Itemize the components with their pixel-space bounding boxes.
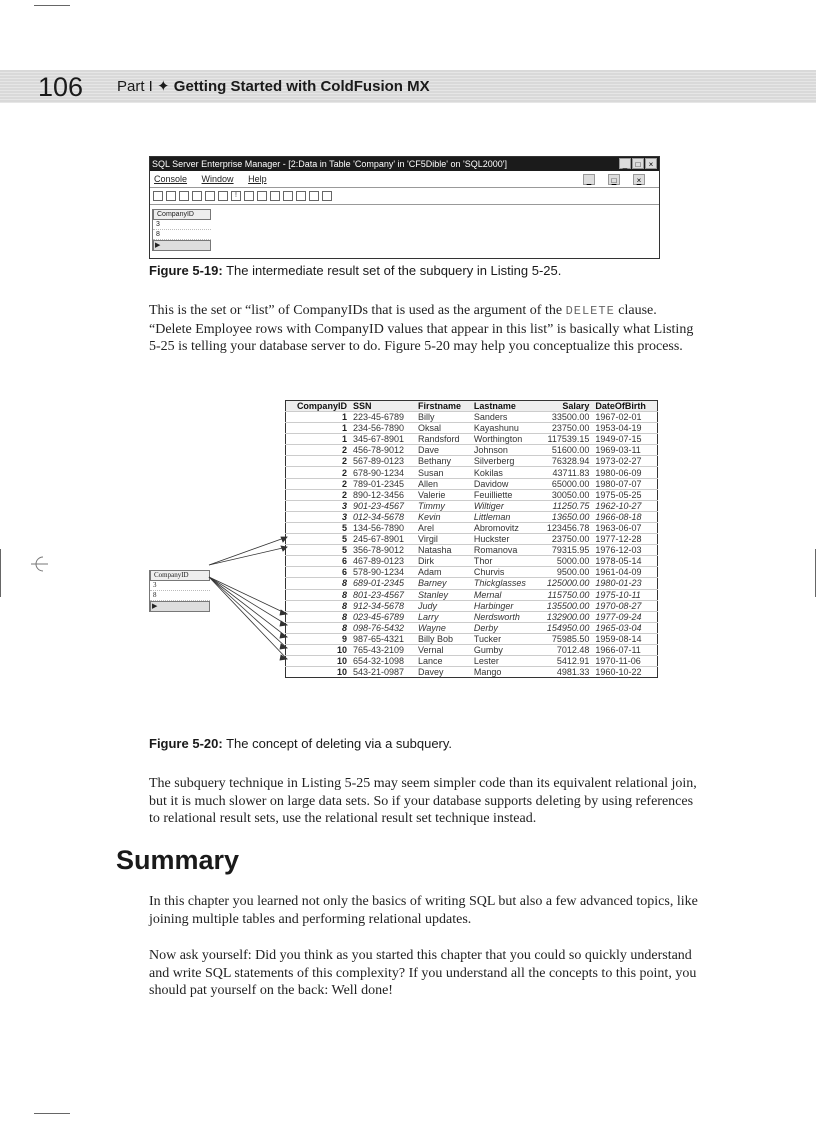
cell-last: Gumby bbox=[471, 644, 537, 655]
cell-first: Susan bbox=[415, 467, 471, 478]
cell-cid: 2 bbox=[286, 489, 350, 500]
table-row bbox=[286, 611, 658, 622]
connector-line bbox=[209, 547, 287, 565]
cell-ssn: 456-78-9012 bbox=[350, 445, 415, 456]
cell-last: Thickglasses bbox=[471, 578, 537, 589]
cell-last: Worthington bbox=[471, 434, 537, 445]
cell-last: Mernal bbox=[471, 589, 537, 600]
cell-salary: 65000.00 bbox=[537, 478, 592, 489]
cell-cid: 8 bbox=[286, 611, 350, 622]
connector-line bbox=[209, 577, 287, 637]
cell-cid: 1 bbox=[286, 434, 350, 445]
caption-label: Figure 5-19: bbox=[149, 263, 223, 278]
cell-salary: 154950.00 bbox=[537, 622, 592, 633]
cell-last: Littleman bbox=[471, 511, 537, 522]
menu-window[interactable]: Window bbox=[201, 174, 234, 184]
cell-cid: 5 bbox=[286, 522, 350, 533]
cell-dob: 1975-10-11 bbox=[592, 589, 657, 600]
cell-ssn: 245-67-8901 bbox=[350, 534, 415, 545]
cell-last: Johnson bbox=[471, 445, 537, 456]
cell-ssn: 012-34-5678 bbox=[350, 511, 415, 522]
col-companyid: CompanyID bbox=[286, 401, 350, 412]
cell-first: Randsford bbox=[415, 434, 471, 445]
grid-row: 3 bbox=[150, 581, 210, 591]
cell-ssn: 890-12-3456 bbox=[350, 489, 415, 500]
cell-first: Oksal bbox=[415, 423, 471, 434]
cell-cid: 3 bbox=[286, 500, 350, 511]
cell-first: Stanley bbox=[415, 589, 471, 600]
cell-ssn: 789-01-2345 bbox=[350, 478, 415, 489]
minimize-icon[interactable]: _ bbox=[619, 158, 631, 169]
cell-ssn: 678-90-1234 bbox=[350, 467, 415, 478]
cell-salary: 13650.00 bbox=[537, 511, 592, 522]
cell-cid: 8 bbox=[286, 600, 350, 611]
table-row bbox=[286, 633, 658, 644]
cell-cid: 8 bbox=[286, 578, 350, 589]
cell-first: Barney bbox=[415, 578, 471, 589]
col-salary: Salary bbox=[537, 401, 592, 412]
body-paragraph: The subquery technique in Listing 5-25 may seem simpler code than its equivalent relational join, but it is much slower on large data sets. So if your database supports deleting by using references to relational result sets, use the relational result set technique instead. bbox=[149, 776, 697, 826]
cell-cid: 6 bbox=[286, 556, 350, 567]
cell-dob: 1965-03-04 bbox=[592, 622, 657, 633]
cell-dob: 1949-07-15 bbox=[592, 434, 657, 445]
cell-ssn: 223-45-6789 bbox=[350, 412, 415, 423]
cell-first: Billy bbox=[415, 412, 471, 423]
table-row bbox=[286, 500, 658, 511]
cell-ssn: 098-76-5432 bbox=[350, 622, 415, 633]
cell-cid: 1 bbox=[286, 423, 350, 434]
connector-line bbox=[209, 537, 287, 565]
cell-salary: 75985.50 bbox=[537, 633, 592, 644]
cell-dob: 1966-08-18 bbox=[592, 511, 657, 522]
cell-cid: 3 bbox=[286, 511, 350, 522]
cell-salary: 123456.78 bbox=[537, 522, 592, 533]
table-row bbox=[286, 445, 658, 456]
cell-last: Silverberg bbox=[471, 456, 537, 467]
menu-help[interactable]: Help bbox=[248, 174, 267, 184]
cell-dob: 1977-12-28 bbox=[592, 534, 657, 545]
table-row bbox=[286, 567, 658, 578]
cell-first: Virgil bbox=[415, 534, 471, 545]
table-row bbox=[286, 412, 658, 423]
cell-cid: 2 bbox=[286, 478, 350, 489]
cell-first: Wayne bbox=[415, 622, 471, 633]
cell-ssn: 987-65-4321 bbox=[350, 633, 415, 644]
table-header-row bbox=[286, 401, 658, 412]
cell-first: Billy Bob bbox=[415, 633, 471, 644]
cell-last: Wiltiger bbox=[471, 500, 537, 511]
run-icon[interactable]: ! bbox=[231, 191, 241, 201]
body-paragraph: In this chapter you learned not only the basics of writing SQL but also a few advanced topics, like joining multiple tables and performing relational updates. bbox=[149, 894, 698, 927]
cell-ssn: 356-78-9012 bbox=[350, 545, 415, 556]
cell-first: Timmy bbox=[415, 500, 471, 511]
figure-caption bbox=[149, 736, 452, 751]
table-row bbox=[286, 578, 658, 589]
table-row bbox=[286, 534, 658, 545]
cell-salary: 5412.91 bbox=[537, 656, 592, 667]
table-row bbox=[286, 467, 658, 478]
table-row bbox=[286, 522, 658, 533]
cell-first: Lance bbox=[415, 656, 471, 667]
cell-salary: 76328.94 bbox=[537, 456, 592, 467]
cell-last: Kayashunu bbox=[471, 423, 537, 434]
cell-dob: 1962-10-27 bbox=[592, 500, 657, 511]
cell-salary: 125000.00 bbox=[537, 578, 592, 589]
cell-dob: 1960-10-22 bbox=[592, 667, 657, 678]
table-row bbox=[286, 589, 658, 600]
grid-header: CompanyID bbox=[150, 570, 210, 581]
grid-row[interactable]: 3 bbox=[153, 220, 211, 230]
caption-text: The intermediate result set of the subquery in Listing 5-25. bbox=[226, 263, 562, 278]
code-run: DELETE bbox=[565, 304, 615, 318]
cell-ssn: 578-90-1234 bbox=[350, 567, 415, 578]
table-row bbox=[286, 456, 658, 467]
table-row bbox=[286, 545, 658, 556]
cell-first: Allen bbox=[415, 478, 471, 489]
grid-row[interactable]: 8 bbox=[153, 230, 211, 240]
table-row bbox=[286, 644, 658, 655]
cell-ssn: 689-01-2345 bbox=[350, 578, 415, 589]
new-row-arrow-icon[interactable]: ▶ bbox=[153, 240, 211, 251]
table-row bbox=[286, 511, 658, 522]
cell-last: Thor bbox=[471, 556, 537, 567]
maximize-icon[interactable]: □ bbox=[632, 158, 644, 169]
cell-cid: 8 bbox=[286, 589, 350, 600]
cell-first: Vernal bbox=[415, 644, 471, 655]
cell-dob: 1970-11-06 bbox=[592, 656, 657, 667]
cell-salary: 23750.00 bbox=[537, 423, 592, 434]
cell-dob: 1977-09-24 bbox=[592, 611, 657, 622]
cell-first: Dirk bbox=[415, 556, 471, 567]
menu-console[interactable]: Console bbox=[154, 174, 188, 184]
cell-ssn: 345-67-8901 bbox=[350, 434, 415, 445]
cell-first: Judy bbox=[415, 600, 471, 611]
col-firstname: Firstname bbox=[415, 401, 471, 412]
body-paragraph: Now ask yourself: Did you think as you started this chapter that you could so quickly understand and write SQL statements of this complexity? If you understand all the concepts to this point, you should pat yourself on the back: Well done! bbox=[149, 948, 697, 998]
cell-ssn: 467-89-0123 bbox=[350, 556, 415, 567]
cell-cid: 1 bbox=[286, 412, 350, 423]
cell-cid: 10 bbox=[286, 667, 350, 678]
cell-last: Tucker bbox=[471, 633, 537, 644]
cell-cid: 2 bbox=[286, 456, 350, 467]
cell-first: Larry bbox=[415, 611, 471, 622]
table-row bbox=[286, 489, 658, 500]
cell-last: Mango bbox=[471, 667, 537, 678]
section-heading: Summary bbox=[116, 845, 240, 875]
text-run: clause. “Delete Employee rows with CompanyID values that appear in this list” is basically what Listing 5-25 is telling your database server to do. Figure 5-20 may help you conceptualize this process. bbox=[149, 303, 694, 354]
cell-dob: 1980-01-23 bbox=[592, 578, 657, 589]
cell-last: Lester bbox=[471, 656, 537, 667]
cell-dob: 1963-06-07 bbox=[592, 522, 657, 533]
cell-salary: 51600.00 bbox=[537, 445, 592, 456]
new-row-arrow-icon: ▶ bbox=[150, 601, 210, 612]
cell-first: Davey bbox=[415, 667, 471, 678]
cell-salary: 9500.00 bbox=[537, 567, 592, 578]
cell-cid: 10 bbox=[286, 644, 350, 655]
cell-ssn: 801-23-4567 bbox=[350, 589, 415, 600]
cell-cid: 9 bbox=[286, 633, 350, 644]
separator-icon: ✦ bbox=[157, 78, 170, 95]
table-row bbox=[286, 656, 658, 667]
cell-dob: 1980-07-07 bbox=[592, 478, 657, 489]
cell-first: Arel bbox=[415, 522, 471, 533]
table-row bbox=[286, 423, 658, 434]
cell-last: Davidow bbox=[471, 478, 537, 489]
cell-ssn: 134-56-7890 bbox=[350, 522, 415, 533]
cell-ssn: 765-43-2109 bbox=[350, 644, 415, 655]
restore-icon[interactable]: □ bbox=[608, 174, 620, 185]
close-icon[interactable]: × bbox=[645, 158, 657, 169]
cell-last: Sanders bbox=[471, 412, 537, 423]
text-run: This is the set or “list” of CompanyIDs that is used as the argument of the bbox=[149, 303, 566, 318]
cell-last: Nerdsworth bbox=[471, 611, 537, 622]
cell-dob: 1975-05-25 bbox=[592, 489, 657, 500]
cell-salary: 115750.00 bbox=[537, 589, 592, 600]
cell-dob: 1967-02-01 bbox=[592, 412, 657, 423]
cell-cid: 6 bbox=[286, 567, 350, 578]
caption-text: The concept of deleting via a subquery. bbox=[226, 736, 453, 751]
cell-salary: 23750.00 bbox=[537, 534, 592, 545]
part-label: Part I bbox=[117, 78, 153, 95]
cell-dob: 1969-03-11 bbox=[592, 445, 657, 456]
table-body bbox=[286, 412, 658, 678]
cell-salary: 79315.95 bbox=[537, 545, 592, 556]
caption-label: Figure 5-20: bbox=[149, 736, 223, 751]
cell-ssn: 567-89-0123 bbox=[350, 456, 415, 467]
connector-line bbox=[209, 577, 287, 614]
table-row bbox=[286, 600, 658, 611]
cell-salary: 4981.33 bbox=[537, 667, 592, 678]
cell-first: Bethany bbox=[415, 456, 471, 467]
cell-cid: 2 bbox=[286, 445, 350, 456]
table-row bbox=[286, 667, 658, 678]
minimize-icon[interactable]: _ bbox=[583, 174, 595, 185]
cell-ssn: 234-56-7890 bbox=[350, 423, 415, 434]
cell-last: Kokilas bbox=[471, 467, 537, 478]
cell-first: Natasha bbox=[415, 545, 471, 556]
cell-first: Valerie bbox=[415, 489, 471, 500]
cell-dob: 1953-04-19 bbox=[592, 423, 657, 434]
cell-salary: 11250.75 bbox=[537, 500, 592, 511]
col-lastname: Lastname bbox=[471, 401, 537, 412]
page-number: 106 bbox=[38, 72, 84, 102]
table-row bbox=[286, 556, 658, 567]
cell-cid: 5 bbox=[286, 534, 350, 545]
cell-salary: 30050.00 bbox=[537, 489, 592, 500]
cell-dob: 1970-08-27 bbox=[592, 600, 657, 611]
cell-cid: 5 bbox=[286, 545, 350, 556]
cell-dob: 1959-08-14 bbox=[592, 633, 657, 644]
cell-ssn: 901-23-4567 bbox=[350, 500, 415, 511]
cell-last: Harbinger bbox=[471, 600, 537, 611]
cell-last: Feuilliette bbox=[471, 489, 537, 500]
col-dateofbirth: DateOfBirth bbox=[592, 401, 657, 412]
cell-salary: 43711.83 bbox=[537, 467, 592, 478]
cell-salary: 7012.48 bbox=[537, 644, 592, 655]
cell-cid: 10 bbox=[286, 656, 350, 667]
table-row bbox=[286, 478, 658, 489]
cell-last: Churvis bbox=[471, 567, 537, 578]
table-row bbox=[286, 434, 658, 445]
grid-header: CompanyID bbox=[153, 209, 211, 220]
cell-ssn: 023-45-6789 bbox=[350, 611, 415, 622]
cell-cid: 8 bbox=[286, 622, 350, 633]
table-row bbox=[286, 622, 658, 633]
cell-dob: 1966-07-11 bbox=[592, 644, 657, 655]
cell-dob: 1961-04-09 bbox=[592, 567, 657, 578]
cell-dob: 1980-06-09 bbox=[592, 467, 657, 478]
cell-dob: 1973-02-27 bbox=[592, 456, 657, 467]
cell-last: Huckster bbox=[471, 534, 537, 545]
cell-first: Dave bbox=[415, 445, 471, 456]
cell-first: Kevin bbox=[415, 511, 471, 522]
window-title: SQL Server Enterprise Manager - [2:Data in Table 'Company' in 'CF5Dible' on 'SQL2000'] bbox=[152, 159, 507, 169]
cell-salary: 117539.15 bbox=[537, 434, 592, 445]
cell-last: Derby bbox=[471, 622, 537, 633]
cell-ssn: 543-21-0987 bbox=[350, 667, 415, 678]
cell-dob: 1978-05-14 bbox=[592, 556, 657, 567]
cell-last: Abromovitz bbox=[471, 522, 537, 533]
cell-salary: 5000.00 bbox=[537, 556, 592, 567]
cell-dob: 1976-12-03 bbox=[592, 545, 657, 556]
cell-ssn: 912-34-5678 bbox=[350, 600, 415, 611]
cell-cid: 2 bbox=[286, 467, 350, 478]
cell-salary: 135500.00 bbox=[537, 600, 592, 611]
chapter-title: Getting Started with ColdFusion MX bbox=[173, 78, 430, 95]
cell-salary: 132900.00 bbox=[537, 611, 592, 622]
employee-table bbox=[285, 400, 658, 678]
connector-line bbox=[209, 577, 287, 648]
cell-salary: 33500.00 bbox=[537, 412, 592, 423]
grid-row: 8 bbox=[150, 591, 210, 601]
cell-last: Romanova bbox=[471, 545, 537, 556]
cell-first: Adam bbox=[415, 567, 471, 578]
cell-ssn: 654-32-1098 bbox=[350, 656, 415, 667]
close-icon[interactable]: × bbox=[633, 174, 645, 185]
col-ssn: SSN bbox=[350, 401, 415, 412]
